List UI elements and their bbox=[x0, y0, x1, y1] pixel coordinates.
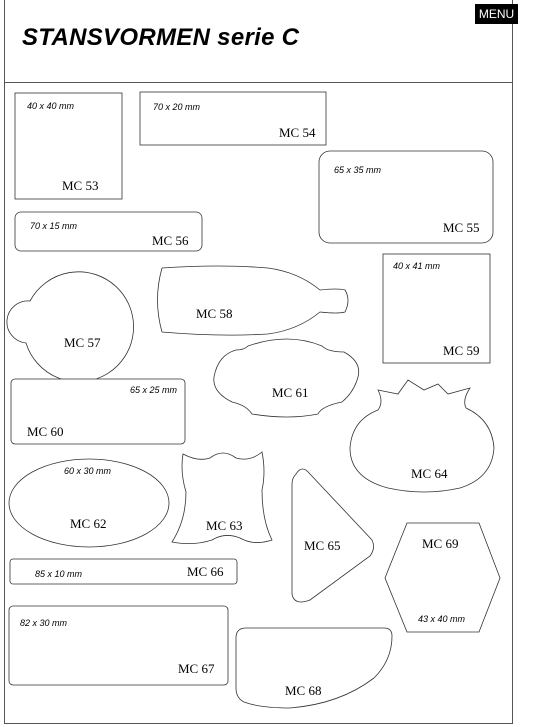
form-code: MC 66 bbox=[187, 564, 224, 579]
form-code: MC 63 bbox=[206, 518, 243, 533]
form-code: MC 61 bbox=[272, 385, 309, 400]
die-form-mc59[interactable] bbox=[383, 254, 490, 363]
form-code: MC 56 bbox=[152, 233, 189, 248]
form-size: 65 x 35 mm bbox=[334, 165, 382, 175]
form-size: 65 x 25 mm bbox=[130, 385, 178, 395]
form-code: MC 55 bbox=[443, 220, 480, 235]
die-form-mc68[interactable] bbox=[236, 628, 392, 708]
die-form-mc56[interactable] bbox=[15, 212, 202, 251]
form-code: MC 57 bbox=[64, 335, 101, 350]
form-size: 70 x 15 mm bbox=[30, 221, 78, 231]
form-size: 43 x 40 mm bbox=[418, 614, 466, 624]
die-form-mc69[interactable] bbox=[385, 523, 500, 632]
die-form-mc58[interactable] bbox=[158, 266, 349, 335]
form-code: MC 60 bbox=[27, 424, 64, 439]
die-form-mc53[interactable] bbox=[15, 93, 122, 199]
die-form-mc57[interactable] bbox=[7, 272, 134, 382]
die-form-mc55[interactable] bbox=[319, 151, 493, 243]
form-code: MC 62 bbox=[70, 516, 107, 531]
die-form-mc67[interactable] bbox=[9, 606, 228, 685]
form-code: MC 64 bbox=[411, 466, 448, 481]
die-form-mc66[interactable] bbox=[10, 559, 237, 584]
die-form-mc60[interactable] bbox=[11, 379, 185, 444]
die-form-mc61[interactable] bbox=[214, 339, 359, 417]
form-size: 82 x 30 mm bbox=[20, 618, 68, 628]
form-code: MC 58 bbox=[196, 306, 233, 321]
form-code: MC 65 bbox=[304, 538, 341, 553]
die-form-mc62[interactable] bbox=[9, 459, 169, 547]
menu-button[interactable]: MENU bbox=[475, 4, 518, 24]
form-code: MC 59 bbox=[443, 343, 480, 358]
form-code: MC 67 bbox=[178, 661, 215, 676]
form-code: MC 69 bbox=[422, 536, 459, 551]
form-size: 40 x 41 mm bbox=[393, 261, 441, 271]
form-code: MC 53 bbox=[62, 178, 99, 193]
form-code: MC 68 bbox=[285, 683, 322, 698]
die-form-mc64[interactable] bbox=[350, 380, 494, 492]
page-title: STANSVORMEN serie C bbox=[22, 24, 300, 51]
die-form-mc63[interactable] bbox=[172, 452, 272, 544]
form-size: 60 x 30 mm bbox=[64, 466, 112, 476]
die-form-mc54[interactable] bbox=[140, 92, 326, 145]
form-code: MC 54 bbox=[279, 125, 316, 140]
form-size: 40 x 40 mm bbox=[27, 101, 75, 111]
die-form-mc65[interactable] bbox=[292, 469, 374, 602]
form-size: 85 x 10 mm bbox=[35, 569, 83, 579]
form-size: 70 x 20 mm bbox=[153, 102, 201, 112]
